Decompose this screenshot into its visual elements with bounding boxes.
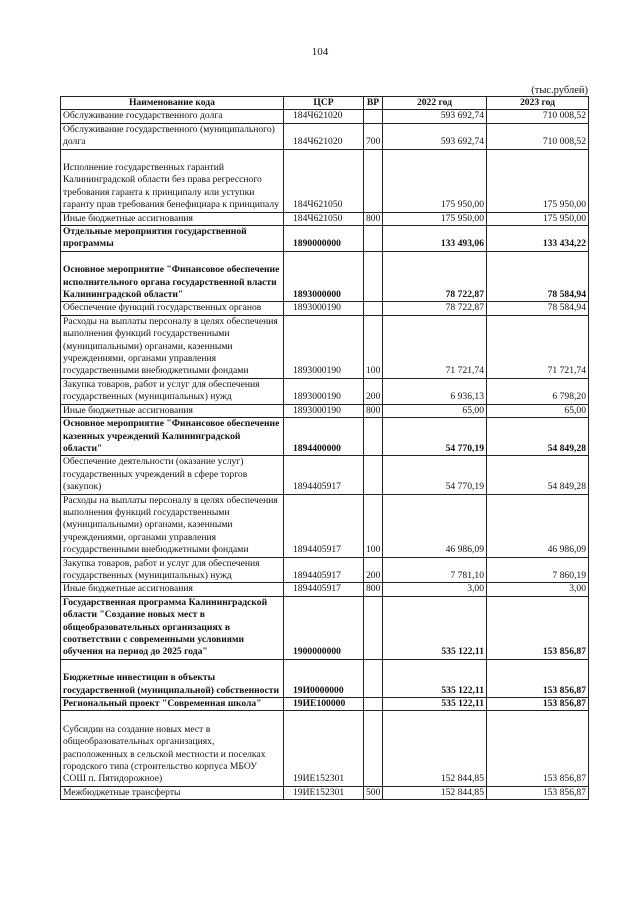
cell-vr: 800 xyxy=(364,583,383,596)
cell-csr: 184Ч621050 xyxy=(284,149,364,212)
cell-csr: 1893000190 xyxy=(284,404,364,417)
cell-vr: 100 xyxy=(364,494,383,557)
cell-vr xyxy=(364,418,383,456)
header-2022: 2022 год xyxy=(383,97,487,110)
table-row xyxy=(61,123,589,149)
cell-2023: 7 860,19 xyxy=(487,557,589,583)
cell-vr xyxy=(364,149,383,212)
table-row xyxy=(61,494,589,557)
table-row xyxy=(61,302,589,315)
budget-table xyxy=(60,96,589,800)
cell-name: Исполнение государственных гарантий Калининградской области без права регрессного требования гаранта к принципалу или уступки гаранту прав требования бенефициара к принципалу xyxy=(61,149,284,212)
cell-2022: 54 770,19 xyxy=(383,418,487,456)
cell-name: Бюджетные инвестиции в объекты государственной (муниципальной) собственности xyxy=(61,659,284,697)
cell-2022: 71 721,74 xyxy=(383,315,487,378)
cell-csr: 184Ч621020 xyxy=(284,123,364,149)
cell-vr: 500 xyxy=(364,786,383,799)
cell-name: Региональный проект "Современная школа" xyxy=(61,698,284,711)
cell-2022: 593 692,74 xyxy=(383,123,487,149)
cell-csr: 1894405917 xyxy=(284,557,364,583)
cell-2023: 6 798,20 xyxy=(487,378,589,404)
cell-name: Иные бюджетные ассигнования xyxy=(61,212,284,225)
cell-2023: 3,00 xyxy=(487,583,589,596)
table-row xyxy=(61,711,589,786)
cell-2022: 78 722,87 xyxy=(383,251,487,302)
cell-2022: 175 950,00 xyxy=(383,212,487,225)
cell-2022: 175 950,00 xyxy=(383,149,487,212)
table-row xyxy=(61,786,589,799)
cell-csr: 1893000190 xyxy=(284,378,364,404)
cell-name: Обеспечение деятельности (оказание услуг) государственных учреждений в сфере торгов (закупок) xyxy=(61,456,284,494)
cell-name: Отдельные мероприятия государственной программы xyxy=(61,226,284,252)
cell-2022: 78 722,87 xyxy=(383,302,487,315)
cell-vr: 200 xyxy=(364,378,383,404)
cell-2023: 71 721,74 xyxy=(487,315,589,378)
table-row xyxy=(61,456,589,494)
cell-2022: 535 122,11 xyxy=(383,659,487,697)
cell-csr: 19ИЕ152301 xyxy=(284,786,364,799)
cell-vr xyxy=(364,659,383,697)
cell-name: Субсидии на создание новых мест в общеобразовательных организациях, расположенных в сельской местности и поселках городского типа (строительство корпуса МБОУ СОШ п. Пятидорожное) xyxy=(61,711,284,786)
cell-name: Расходы на выплаты персоналу в целях обеспечения выполнения функций государственными (муниципальными) органами, казенными учреждениями, органами управления государственными внебюджетными фондами xyxy=(61,494,284,557)
cell-2023: 54 849,28 xyxy=(487,418,589,456)
cell-2023: 65,00 xyxy=(487,404,589,417)
cell-csr: 19И0000000 xyxy=(284,659,364,697)
cell-csr: 1893000190 xyxy=(284,315,364,378)
cell-2023: 78 584,94 xyxy=(487,302,589,315)
table-row xyxy=(61,583,589,596)
cell-csr: 1893000190 xyxy=(284,302,364,315)
cell-2023: 153 856,87 xyxy=(487,659,589,697)
cell-2023: 133 434,22 xyxy=(487,226,589,252)
cell-vr: 200 xyxy=(364,557,383,583)
cell-name: Государственная программа Калининградской области "Создание новых мест в общеобразовательных организациях в соответствии с современными условиями обучения на период до 2025 года" xyxy=(61,596,284,659)
table-row xyxy=(61,251,589,302)
cell-csr: 1890000000 xyxy=(284,226,364,252)
header-csr: ЦСР xyxy=(284,97,364,110)
cell-2023: 54 849,28 xyxy=(487,456,589,494)
cell-csr: 1900000000 xyxy=(284,596,364,659)
cell-vr: 700 xyxy=(364,123,383,149)
cell-name: Обслуживание государственного (муниципального) долга xyxy=(61,123,284,149)
table-row xyxy=(61,315,589,378)
cell-csr: 1894400000 xyxy=(284,418,364,456)
cell-vr xyxy=(364,698,383,711)
cell-name: Иные бюджетные ассигнования xyxy=(61,583,284,596)
cell-csr: 19ИЕ100000 xyxy=(284,698,364,711)
cell-2022: 152 844,85 xyxy=(383,711,487,786)
cell-vr xyxy=(364,110,383,123)
header-vr: ВР xyxy=(364,97,383,110)
cell-2022: 593 692,74 xyxy=(383,110,487,123)
cell-2022: 535 122,11 xyxy=(383,698,487,711)
cell-csr: 1894405917 xyxy=(284,494,364,557)
header-name: Наименование кода xyxy=(61,97,284,110)
cell-vr xyxy=(364,456,383,494)
table-row xyxy=(61,226,589,252)
cell-vr xyxy=(364,251,383,302)
cell-2022: 6 936,13 xyxy=(383,378,487,404)
cell-2023: 175 950,00 xyxy=(487,212,589,225)
cell-2023: 78 584,94 xyxy=(487,251,589,302)
page-number: 104 xyxy=(311,46,329,58)
table-header-row xyxy=(61,97,589,110)
cell-vr xyxy=(364,596,383,659)
cell-2023: 153 856,87 xyxy=(487,596,589,659)
table-body xyxy=(61,110,589,800)
cell-name: Расходы на выплаты персоналу в целях обеспечения выполнения функций государственными (муниципальными) органами, казенными учреждениями, органами управления государственными внебюджетными фондами xyxy=(61,315,284,378)
table-row xyxy=(61,404,589,417)
cell-2023: 175 950,00 xyxy=(487,149,589,212)
cell-name: Иные бюджетные ассигнования xyxy=(61,404,284,417)
cell-vr xyxy=(364,302,383,315)
cell-name: Основное мероприятие "Финансовое обеспечение казенных учреждений Калининградской области" xyxy=(61,418,284,456)
cell-name: Закупка товаров, работ и услуг для обеспечения государственных (муниципальных) нужд xyxy=(61,378,284,404)
cell-2023: 153 856,87 xyxy=(487,711,589,786)
cell-2022: 152 844,85 xyxy=(383,786,487,799)
cell-name: Обеспечение функций государственных органов xyxy=(61,302,284,315)
table-row xyxy=(61,659,589,697)
cell-name: Закупка товаров, работ и услуг для обеспечения государственных (муниципальных) нужд xyxy=(61,557,284,583)
table-row xyxy=(61,698,589,711)
cell-vr xyxy=(364,711,383,786)
cell-name: Обслуживание государственного долга xyxy=(61,110,284,123)
cell-vr xyxy=(364,226,383,252)
cell-csr: 19ИЕ152301 xyxy=(284,711,364,786)
cell-2022: 54 770,19 xyxy=(383,456,487,494)
cell-2023: 710 008,52 xyxy=(487,110,589,123)
cell-csr: 1893000000 xyxy=(284,251,364,302)
table-row xyxy=(61,557,589,583)
cell-csr: 1894405917 xyxy=(284,456,364,494)
cell-2023: 710 008,52 xyxy=(487,123,589,149)
table-row xyxy=(61,110,589,123)
cell-vr: 800 xyxy=(364,404,383,417)
table-row xyxy=(61,149,589,212)
cell-2022: 3,00 xyxy=(383,583,487,596)
cell-2022: 65,00 xyxy=(383,404,487,417)
cell-name: Основное мероприятие "Финансовое обеспечение исполнительного органа государственной власти Калининградской области" xyxy=(61,251,284,302)
header-2023: 2023 год xyxy=(487,97,589,110)
cell-2023: 153 856,87 xyxy=(487,698,589,711)
table-row xyxy=(61,212,589,225)
cell-csr: 184Ч621020 xyxy=(284,110,364,123)
table-row xyxy=(61,418,589,456)
cell-vr: 100 xyxy=(364,315,383,378)
cell-vr: 800 xyxy=(364,212,383,225)
cell-name: Межбюджетные трансферты xyxy=(61,786,284,799)
table-row xyxy=(61,378,589,404)
cell-2022: 7 781,10 xyxy=(383,557,487,583)
units-label: (тыс.рублей) xyxy=(531,85,588,96)
cell-2022: 535 122,11 xyxy=(383,596,487,659)
cell-2022: 46 986,09 xyxy=(383,494,487,557)
cell-2023: 46 986,09 xyxy=(487,494,589,557)
cell-csr: 1894405917 xyxy=(284,583,364,596)
cell-2023: 153 856,87 xyxy=(487,786,589,799)
table-row xyxy=(61,596,589,659)
cell-2022: 133 493,06 xyxy=(383,226,487,252)
cell-csr: 184Ч621050 xyxy=(284,212,364,225)
